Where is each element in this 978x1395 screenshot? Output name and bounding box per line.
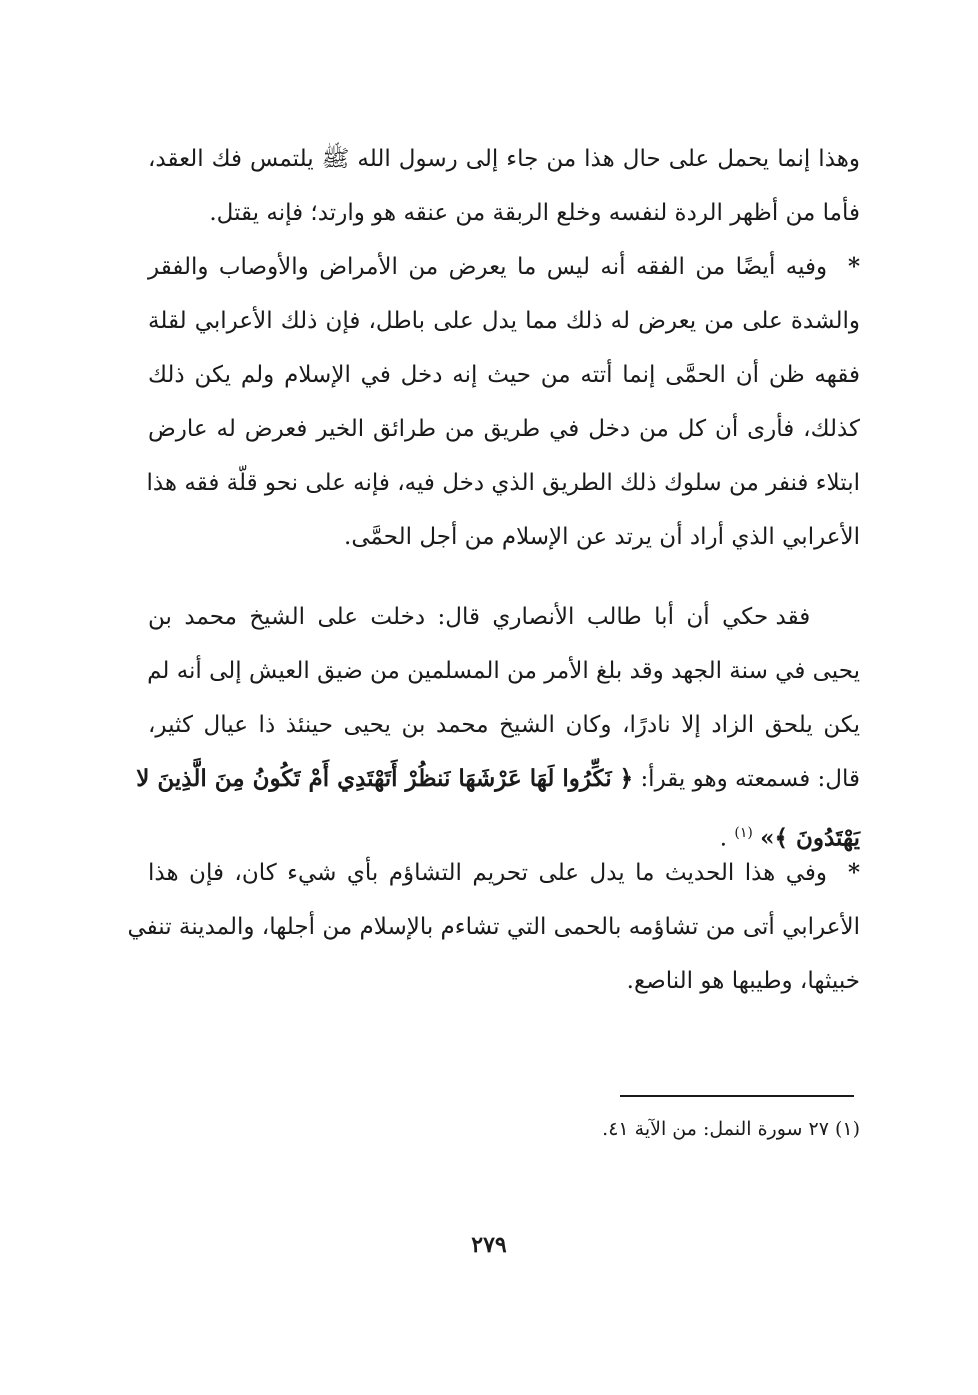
paragraph-text: وفيه أيضًا من الفقه أنه ليس ما يعرض من الأمراض والأوصاب والفقر <box>148 254 828 280</box>
main-text-bottom <box>127 846 860 1008</box>
text-line: الأعرابي أتى من تشاؤمه بالحمى التي تشاءم بالإسلام من أجلها، والمدينة تنفي <box>127 914 860 940</box>
text-line: كذلك، فأرى أن كل من دخل في طريق من طرائق الخير فعرض له عارض <box>148 416 860 442</box>
quote-intro: قال: فسمعته وهو يقرأ: <box>640 766 860 792</box>
footnote: (١) ٢٧ سورة النمل: من الآية ٤١. <box>602 1118 860 1140</box>
text-line <box>148 590 860 644</box>
main-text-top <box>148 132 860 564</box>
paragraph-star-marker: * <box>847 253 861 280</box>
text-line: والشدة على من يعرض له ذلك مما يدل على باطل، فإن ذلك الأعرابي لقلة <box>148 308 860 334</box>
footnote-separator <box>620 1095 854 1097</box>
text-line <box>148 846 860 900</box>
text-line: فقهه ظن أن الحمَّى إنما أتته من حيث إنه دخل في الإسلام ولم يكن ذلك <box>148 362 860 388</box>
text-line: الأعرابي الذي أراد أن يرتد عن الإسلام من أجل الحمَّى. <box>344 524 860 550</box>
quran-verse: ﴿ نَكِّرُوا لَهَا عَرْشَهَا نَنظُرْ أَتَهْتَدِي أَمْ تَكُونُ مِنَ الَّذِينَ لا <box>136 765 634 792</box>
text-line <box>148 240 860 294</box>
text-line: يحيى في سنة الجهد وقد بلغ الأمر من المسلمين من ضيق العيش إلى أنه لم <box>147 658 860 684</box>
text-line: خبيثها، وطيبها هو الناصع. <box>626 968 860 994</box>
text-line <box>136 752 860 806</box>
page-number: ٢٧٩ <box>471 1232 507 1258</box>
footnote-reference: (١) <box>734 825 753 841</box>
paragraph-text: وفي هذا الحديث ما يدل على تحريم التشاؤم بأي شيء كان، فإن هذا <box>148 860 828 886</box>
main-text-middle <box>136 590 860 866</box>
sentence-end: . <box>719 825 728 852</box>
paragraph-star-marker: * <box>847 859 860 886</box>
text-line: وهذا إنما يحمل على حال هذا من جاء إلى رسول الله ﷺ يلتمس فك العقد، <box>148 146 860 172</box>
text-line: يكن يلحق الزاد إلا نادرًا، وكان الشيخ محمد بن يحيى حينئذ ذا عيال كثير، <box>148 712 860 738</box>
paragraph-text: فقد حكي أن أبا طالب الأنصاري قال: دخلت على الشيخ محمد بن <box>148 604 811 630</box>
text-line: ابتلاء فنفر من سلوك ذلك الطريق الذي دخل فيه، فإنه على نحو قلّة فقه هذا <box>146 470 860 496</box>
quran-verse: يَهْتَدُونَ ﴾» <box>760 824 860 852</box>
text-line: فأما من أظهر الردة لنفسه وخلع الربقة من عنقه هو وارتد؛ فإنه يقتل. <box>209 200 860 226</box>
